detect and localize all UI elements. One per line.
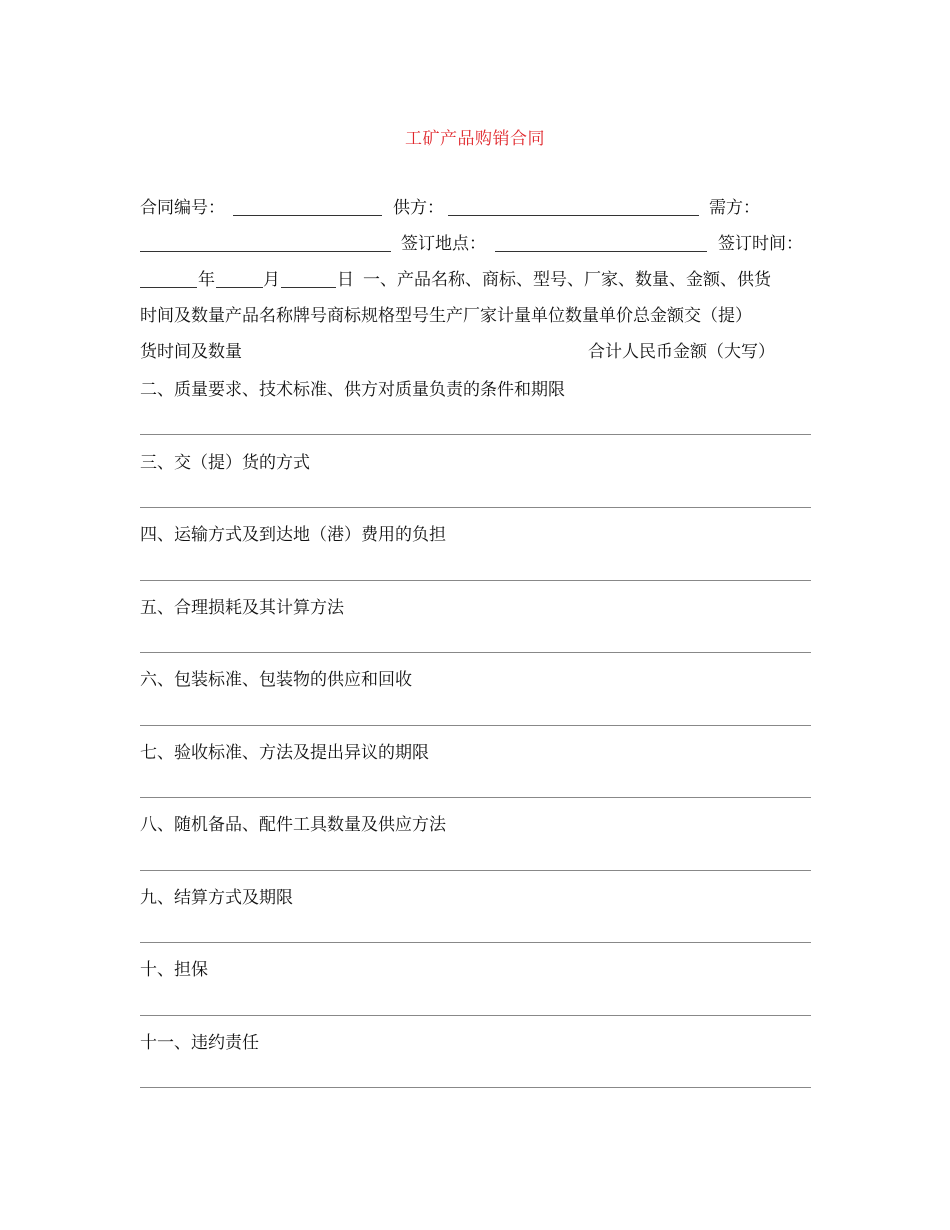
month-blank[interactable] — [216, 287, 263, 288]
section-8-heading: 八、随机备品、配件工具数量及供应方法 — [140, 815, 446, 835]
section1-line-2 — [140, 304, 811, 328]
contract-no-blank[interactable] — [233, 215, 382, 216]
buyer-blank[interactable] — [140, 251, 391, 252]
year-label: 年 — [198, 270, 215, 290]
day-blank[interactable] — [281, 287, 336, 288]
section-6-heading: 六、包装标准、包装物的供应和回收 — [140, 670, 412, 690]
header-row-2 — [140, 232, 811, 256]
sign-time-label: 签订时间： — [718, 234, 803, 254]
section-10-answer-line[interactable] — [140, 1015, 811, 1016]
section-6-answer-line[interactable] — [140, 725, 811, 726]
month-label: 月 — [263, 270, 280, 290]
section-9-heading: 九、结算方式及期限 — [140, 888, 293, 908]
supplier-blank[interactable] — [448, 215, 699, 216]
section-3-answer-line[interactable] — [140, 507, 811, 508]
section1-heading-part3: 货时间及数量 — [140, 342, 242, 362]
contract-no-label: 合同编号： — [140, 198, 225, 218]
header-row-3 — [140, 268, 811, 292]
section-7-heading: 七、验收标准、方法及提出异议的期限 — [140, 743, 429, 763]
header-row-1 — [140, 196, 811, 220]
section-2-heading: 二、质量要求、技术标准、供方对质量负责的条件和期限 — [140, 380, 565, 400]
buyer-label: 需方： — [709, 198, 760, 218]
sign-place-label: 签订地点： — [401, 234, 486, 254]
document-title: 工矿产品购销合同 — [405, 129, 545, 149]
section-3-heading: 三、交（提）货的方式 — [140, 453, 310, 473]
section-9-answer-line[interactable] — [140, 942, 811, 943]
section-5-answer-line[interactable] — [140, 652, 811, 653]
year-blank[interactable] — [140, 287, 197, 288]
section-7-answer-line[interactable] — [140, 797, 811, 798]
section-8-answer-line[interactable] — [140, 870, 811, 871]
section1-line-3 — [140, 340, 811, 364]
section-11-answer-line[interactable] — [140, 1087, 811, 1088]
section-2-answer-line[interactable] — [140, 434, 811, 435]
section1-heading-part1: 一、产品名称、商标、型号、厂家、数量、金额、供货 — [363, 270, 771, 290]
day-label: 日 — [337, 270, 354, 290]
section-5-heading: 五、合理损耗及其计算方法 — [140, 598, 344, 618]
section-4-answer-line[interactable] — [140, 580, 811, 581]
section1-heading-part2: 时间及数量产品名称牌号商标规格型号生产厂家计量单位数量单价总金额交（提） — [140, 306, 752, 326]
section-11-heading: 十一、违约责任 — [140, 1033, 259, 1053]
total-rmb-label: 合计人民币金额（大写） — [588, 342, 775, 362]
section-4-heading: 四、运输方式及到达地（港）费用的负担 — [140, 525, 446, 545]
supplier-label: 供方： — [393, 198, 444, 218]
sign-place-blank[interactable] — [495, 251, 707, 252]
section-10-heading: 十、担保 — [140, 960, 208, 980]
